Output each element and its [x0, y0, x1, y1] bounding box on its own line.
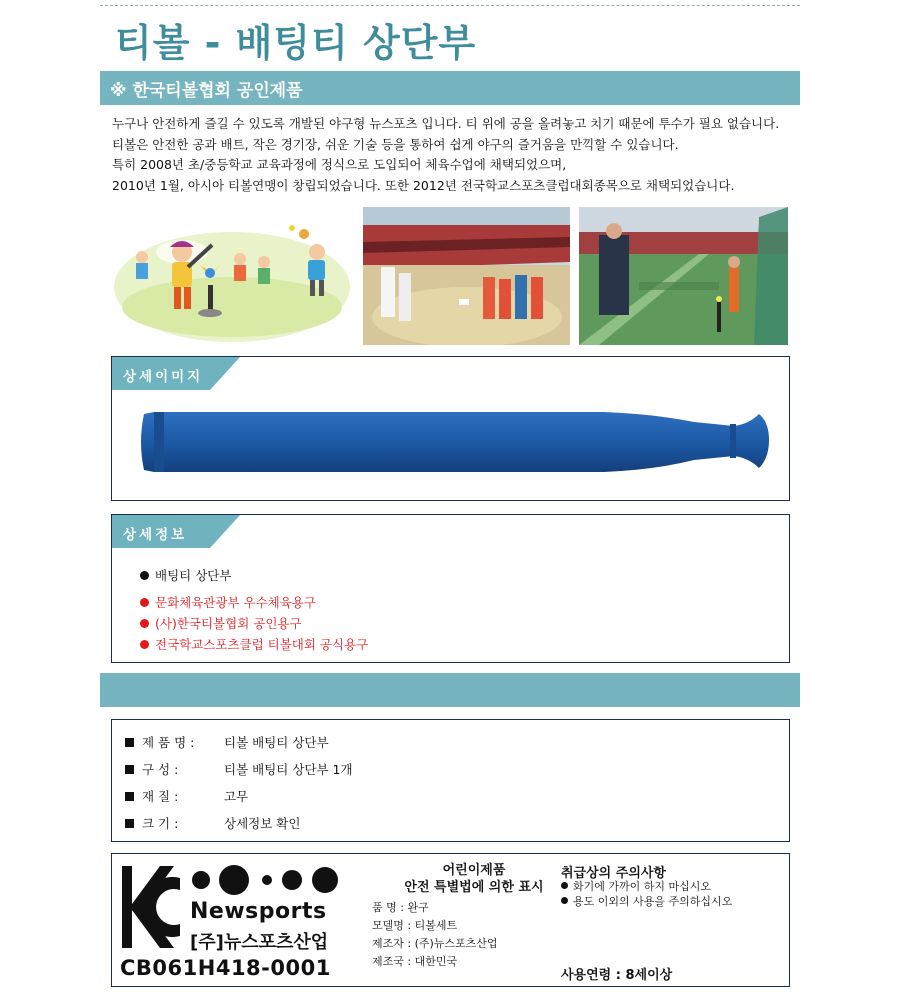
detail-info-tab-label: 상세정보	[123, 527, 188, 543]
square-bullet-icon	[125, 792, 134, 801]
bullet-icon	[561, 882, 568, 889]
age-label: 사용연령 : 8세이상	[561, 968, 673, 983]
caution-list	[561, 879, 732, 909]
list-item: 배팅티 상단부	[140, 565, 368, 586]
spec-row: 구 성 : 티볼 배팅티 상단부 1개	[125, 760, 353, 778]
section-divider-band	[100, 673, 800, 707]
bat-image	[134, 402, 774, 488]
spec-row: 제 품 명 : 티볼 배팅티 상단부	[125, 733, 329, 751]
list-item: 문화체육관광부 우수체육용구	[140, 592, 368, 613]
brand-name-en: Newsports	[190, 899, 327, 924]
kc-mark-icon	[120, 864, 182, 954]
kid-row: 모델명 : 티볼세트	[372, 919, 458, 932]
detail-info-box	[111, 514, 790, 663]
intro-line: 누구나 안전하게 즐길 수 있도록 개발된 야구형 뉴스포츠 입니다. 티 위에 공을 올려놓고 치기 때문에 투수가 필요 없습니다.	[112, 116, 780, 131]
intro-line: 티볼은 안전한 공과 배트, 작은 경기장, 쉬운 기술 등을 통하여 쉽게 야구의 즐거움을 만끽할 수 있습니다.	[112, 136, 679, 152]
spec-row: 재 질 : 고무	[125, 787, 248, 805]
list-item: 전국학교스포츠클럽 티볼대회 공식용구	[140, 634, 368, 655]
caution-title: 취급상의 주의사항	[561, 866, 666, 881]
page-title: 티볼 - 배팅티 상단부	[115, 21, 477, 65]
certified-band	[100, 71, 800, 105]
bullet-icon	[140, 598, 149, 607]
kid-row: 품 명 : 완구	[372, 901, 429, 914]
detail-info-tab	[112, 515, 240, 548]
list-item: (사)한국티볼협회 공인용구	[140, 613, 368, 634]
kid-product-heading: 어린이제품 안전 특별법에 의한 표시	[404, 863, 544, 895]
bullet-icon	[140, 571, 149, 580]
caution-item: 화기에 가까이 하지 마십시오	[561, 879, 732, 894]
square-bullet-icon	[125, 738, 134, 747]
certified-band-label: ※ 한국티볼협회 공인제품	[110, 81, 303, 101]
detail-image-tab-label: 상세이미지	[123, 369, 204, 385]
kid-product-rows	[372, 899, 498, 971]
stadium-photo	[363, 207, 570, 345]
kid-row: 제조국 : 대한민국	[372, 955, 458, 968]
square-bullet-icon	[125, 765, 134, 774]
bullet-icon	[561, 897, 568, 904]
newsports-dots-icon	[192, 864, 342, 900]
detail-info-list	[140, 565, 368, 655]
top-dashed-rule	[100, 5, 800, 6]
intro-line: 2010년 1월, 아시아 티볼연맹이 창립되었습니다. 또한 2012년 전국학교스포츠클럽대회종목으로 채택되었습니다.	[112, 177, 735, 193]
intro-text	[112, 114, 792, 196]
intro-line: 특히 2008년 초/중등학교 교육과정에 정식으로 도입되어 체육수업에 채택되었으며,	[112, 157, 567, 172]
detail-image-tab	[112, 357, 240, 390]
caution-item: 용도 이외의 사용을 주의하십시오	[561, 894, 732, 909]
square-bullet-icon	[125, 819, 134, 828]
spec-row: 크 기 : 상세정보 확인	[125, 814, 300, 832]
certification-number: CB061H418-0001	[120, 956, 331, 980]
cartoon-illustration	[112, 207, 352, 345]
kc-label-box	[111, 853, 790, 987]
bullet-icon	[140, 640, 149, 649]
bullet-icon	[140, 619, 149, 628]
detail-image-box	[111, 356, 790, 501]
brand-name-ko: [주]뉴스포츠산업	[190, 932, 329, 953]
spec-box	[111, 719, 790, 842]
field-photo	[579, 207, 788, 345]
kid-row: 제조자 : (주)뉴스포츠산업	[372, 937, 498, 950]
